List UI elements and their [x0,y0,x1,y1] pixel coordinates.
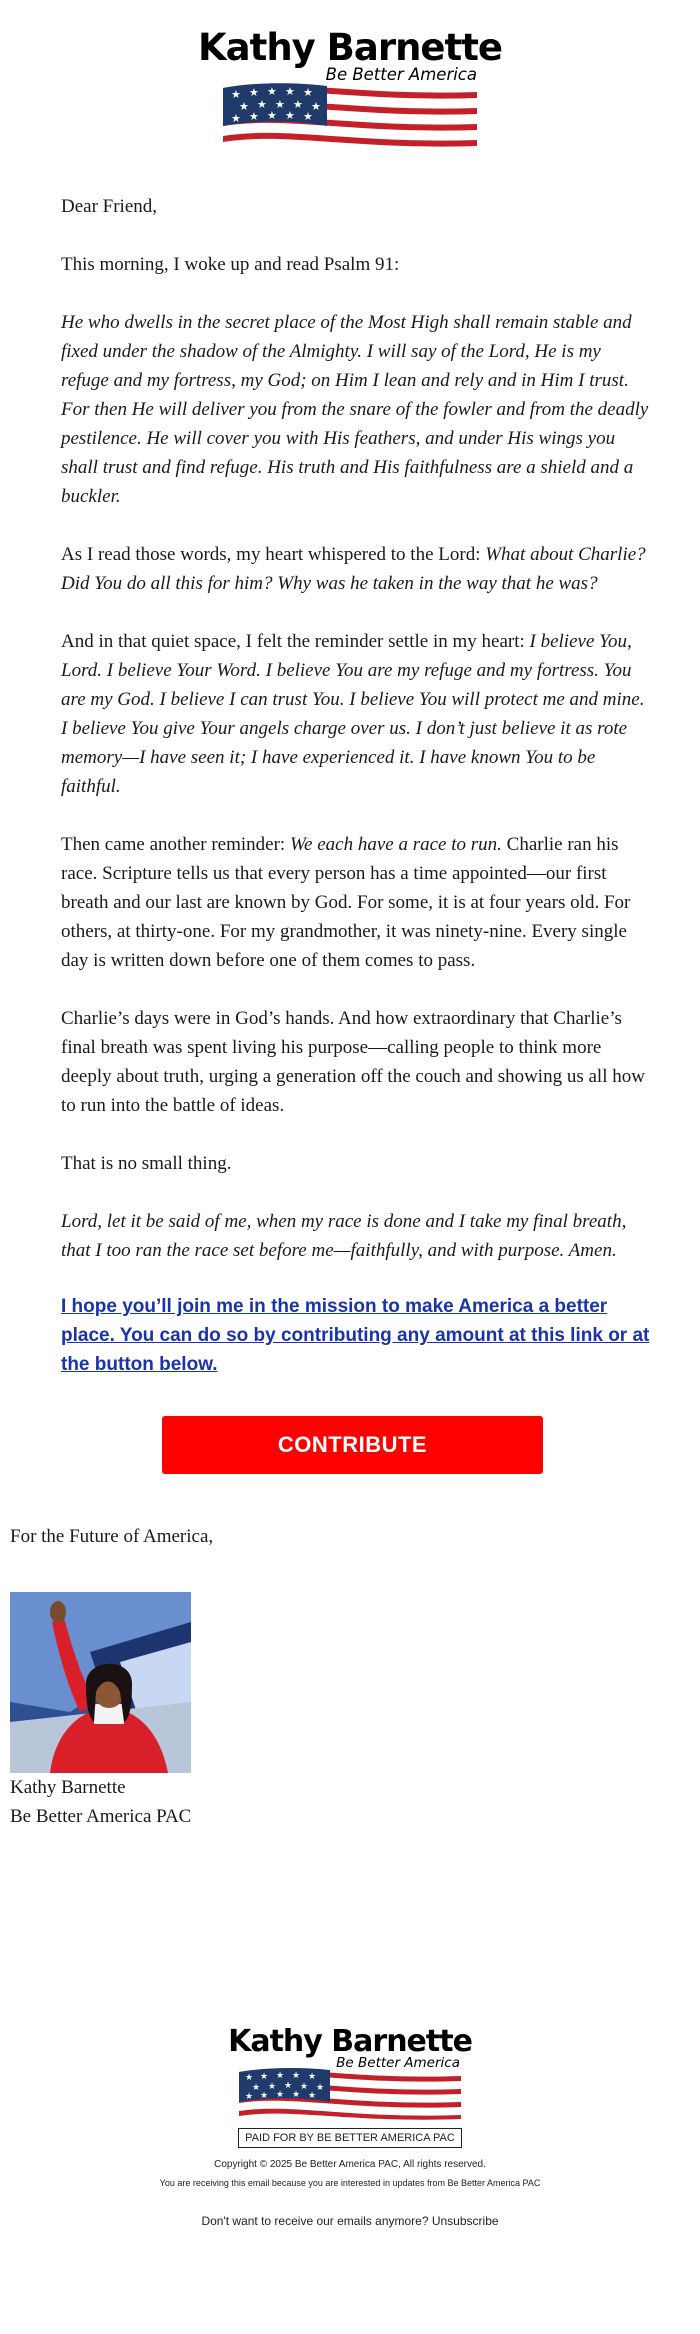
svg-text:★: ★ [316,2083,325,2093]
signature-org: Be Better America PAC [10,1806,192,1827]
svg-text:★: ★ [245,2092,254,2102]
unsubscribe-link[interactable]: Unsubscribe [431,2214,499,2228]
paid-for-disclaimer [0,2128,700,2148]
footer-brand-tagline: Be Better America [336,2055,460,2071]
svg-text:★: ★ [268,2082,277,2092]
svg-text:★: ★ [249,86,259,99]
header-logo [0,24,700,159]
svg-text:★: ★ [267,109,277,122]
paid-for-text: PAID FOR BY BE BETTER AMERICA PAC [238,2128,462,2148]
svg-text:★: ★ [276,2090,285,2100]
svg-text:★: ★ [260,2091,269,2101]
svg-text:★: ★ [293,98,303,111]
copyright-text: Copyright © 2025 Be Better America PAC, All rights reserved. [214,2159,486,2170]
closing: For the Future of America, [10,1526,214,1547]
contribute-link[interactable]: I hope you’ll join me in the mission to make America a better place. You can do so by contributing any amount at this link or at the button below. [61,1296,650,1375]
svg-text:★: ★ [239,100,249,113]
receiving-notice: You are receiving this email because you are interested in updates from Be Better America PAC [159,2178,541,2188]
brand-name: Kathy Barnette [198,26,502,69]
svg-text:★: ★ [311,100,321,113]
unsubscribe-prompt: Don't want to receive our emails anymore? [201,2214,432,2228]
footer-brand-logo [228,2022,472,2122]
svg-text:★: ★ [249,110,259,123]
whisper-question: What about Charlie? Did You do all this for him? Why was he taken in the way that he was? [61,544,646,594]
race-italic: We each have a race to run. [289,834,502,855]
paragraph-race [61,830,651,975]
reminder-lead: And in that quiet space, I felt the reminder settle in my heart: [61,631,530,652]
svg-text:★: ★ [267,85,277,98]
svg-text:★: ★ [303,86,313,99]
prayer [61,1207,651,1265]
signature-name: Kathy Barnette [10,1777,126,1798]
prayer-text: Lord, let it be said of me, when my race is done and I take my final breath, that I too ran the race set before me—faithfully, and with purpose. Amen. [61,1211,627,1261]
svg-text:★: ★ [285,85,295,98]
salutation: Dear Friend, [61,196,158,217]
race-lead: Then came another reminder: [61,834,290,855]
race-rest: Charlie ran his race. Scripture tells us that every person has a time appointed—our first breath and our last are known by God. For some, it is at four years old. For others, at thirty-one. For my grandmother, it was ninety-nine. Every single day is written down before one of them comes to pass. [61,834,631,971]
psalm-quote [61,308,651,511]
footer-logo [0,2022,700,2127]
svg-text:★: ★ [231,88,241,101]
svg-text:★: ★ [284,2081,293,2091]
reminder-affirmation: I believe You, Lord. I believe Your Word. I believe You are my refuge and my fortress. You are my God. I believe I can trust You. I believe You will protect me and mine. I believe You give Your angels charge over us. I don’t just believe it as rote memory—I have seen it; I have experienced it. I have known You to be faithful. [61,631,645,797]
svg-text:★: ★ [285,109,295,122]
svg-text:★: ★ [275,98,285,111]
unsubscribe-line [0,2214,700,2228]
contribute-button[interactable]: CONTRIBUTE [162,1416,543,1474]
svg-text:★: ★ [300,2082,309,2092]
psalm-text: He who dwells in the secret place of the Most High shall remain stable and fixed under the shadow of the Almighty. I will say of the Lord, He is my refuge and my fortress, my God; on Him I lean and rely and in Him I trust. For then He will deliver you from the snare of the fowler and from the deadly pestilence. He will cover you with His feathers, and under His wings you shall trust and find refuge. His truth and His faithfulness are a shield and a buckler. [61,312,649,507]
flag-icon [223,83,477,148]
svg-text:★: ★ [303,110,313,123]
footer-flag-icon [239,2068,461,2120]
svg-text:★: ★ [260,2072,269,2082]
svg-text:★: ★ [292,2071,301,2081]
svg-text:★: ★ [308,2091,317,2101]
svg-text:★: ★ [308,2072,317,2082]
cta-paragraph [61,1292,651,1379]
svg-text:★: ★ [257,98,267,111]
paragraph-purpose: Charlie’s days were in God’s hands. And how extraordinary that Charlie’s final breath was spent living his purpose—calling people to think more deeply about truth, urging a generation off the couch and showing us all how to run into the battle of ideas. [61,1008,645,1116]
svg-text:★: ★ [231,112,241,125]
paragraph-psalm-intro: This morning, I woke up and read Psalm 91: [61,254,400,275]
footer-brand-name: Kathy Barnette [228,2024,472,2059]
kathy-barnette-photo [10,1592,191,1773]
letter-body [61,192,651,1408]
svg-text:★: ★ [276,2071,285,2081]
whisper-lead: As I read those words, my heart whispered to the Lord: [61,544,486,565]
brand-tagline: Be Better America [325,65,477,84]
paragraph-reminder [61,627,651,801]
paragraph-whisper [61,540,651,598]
svg-text:★: ★ [252,2083,261,2093]
brand-logo [198,24,502,154]
svg-text:★: ★ [245,2073,254,2083]
svg-text:★: ★ [292,2090,301,2100]
paragraph-no-small-thing: That is no small thing. [61,1153,232,1174]
